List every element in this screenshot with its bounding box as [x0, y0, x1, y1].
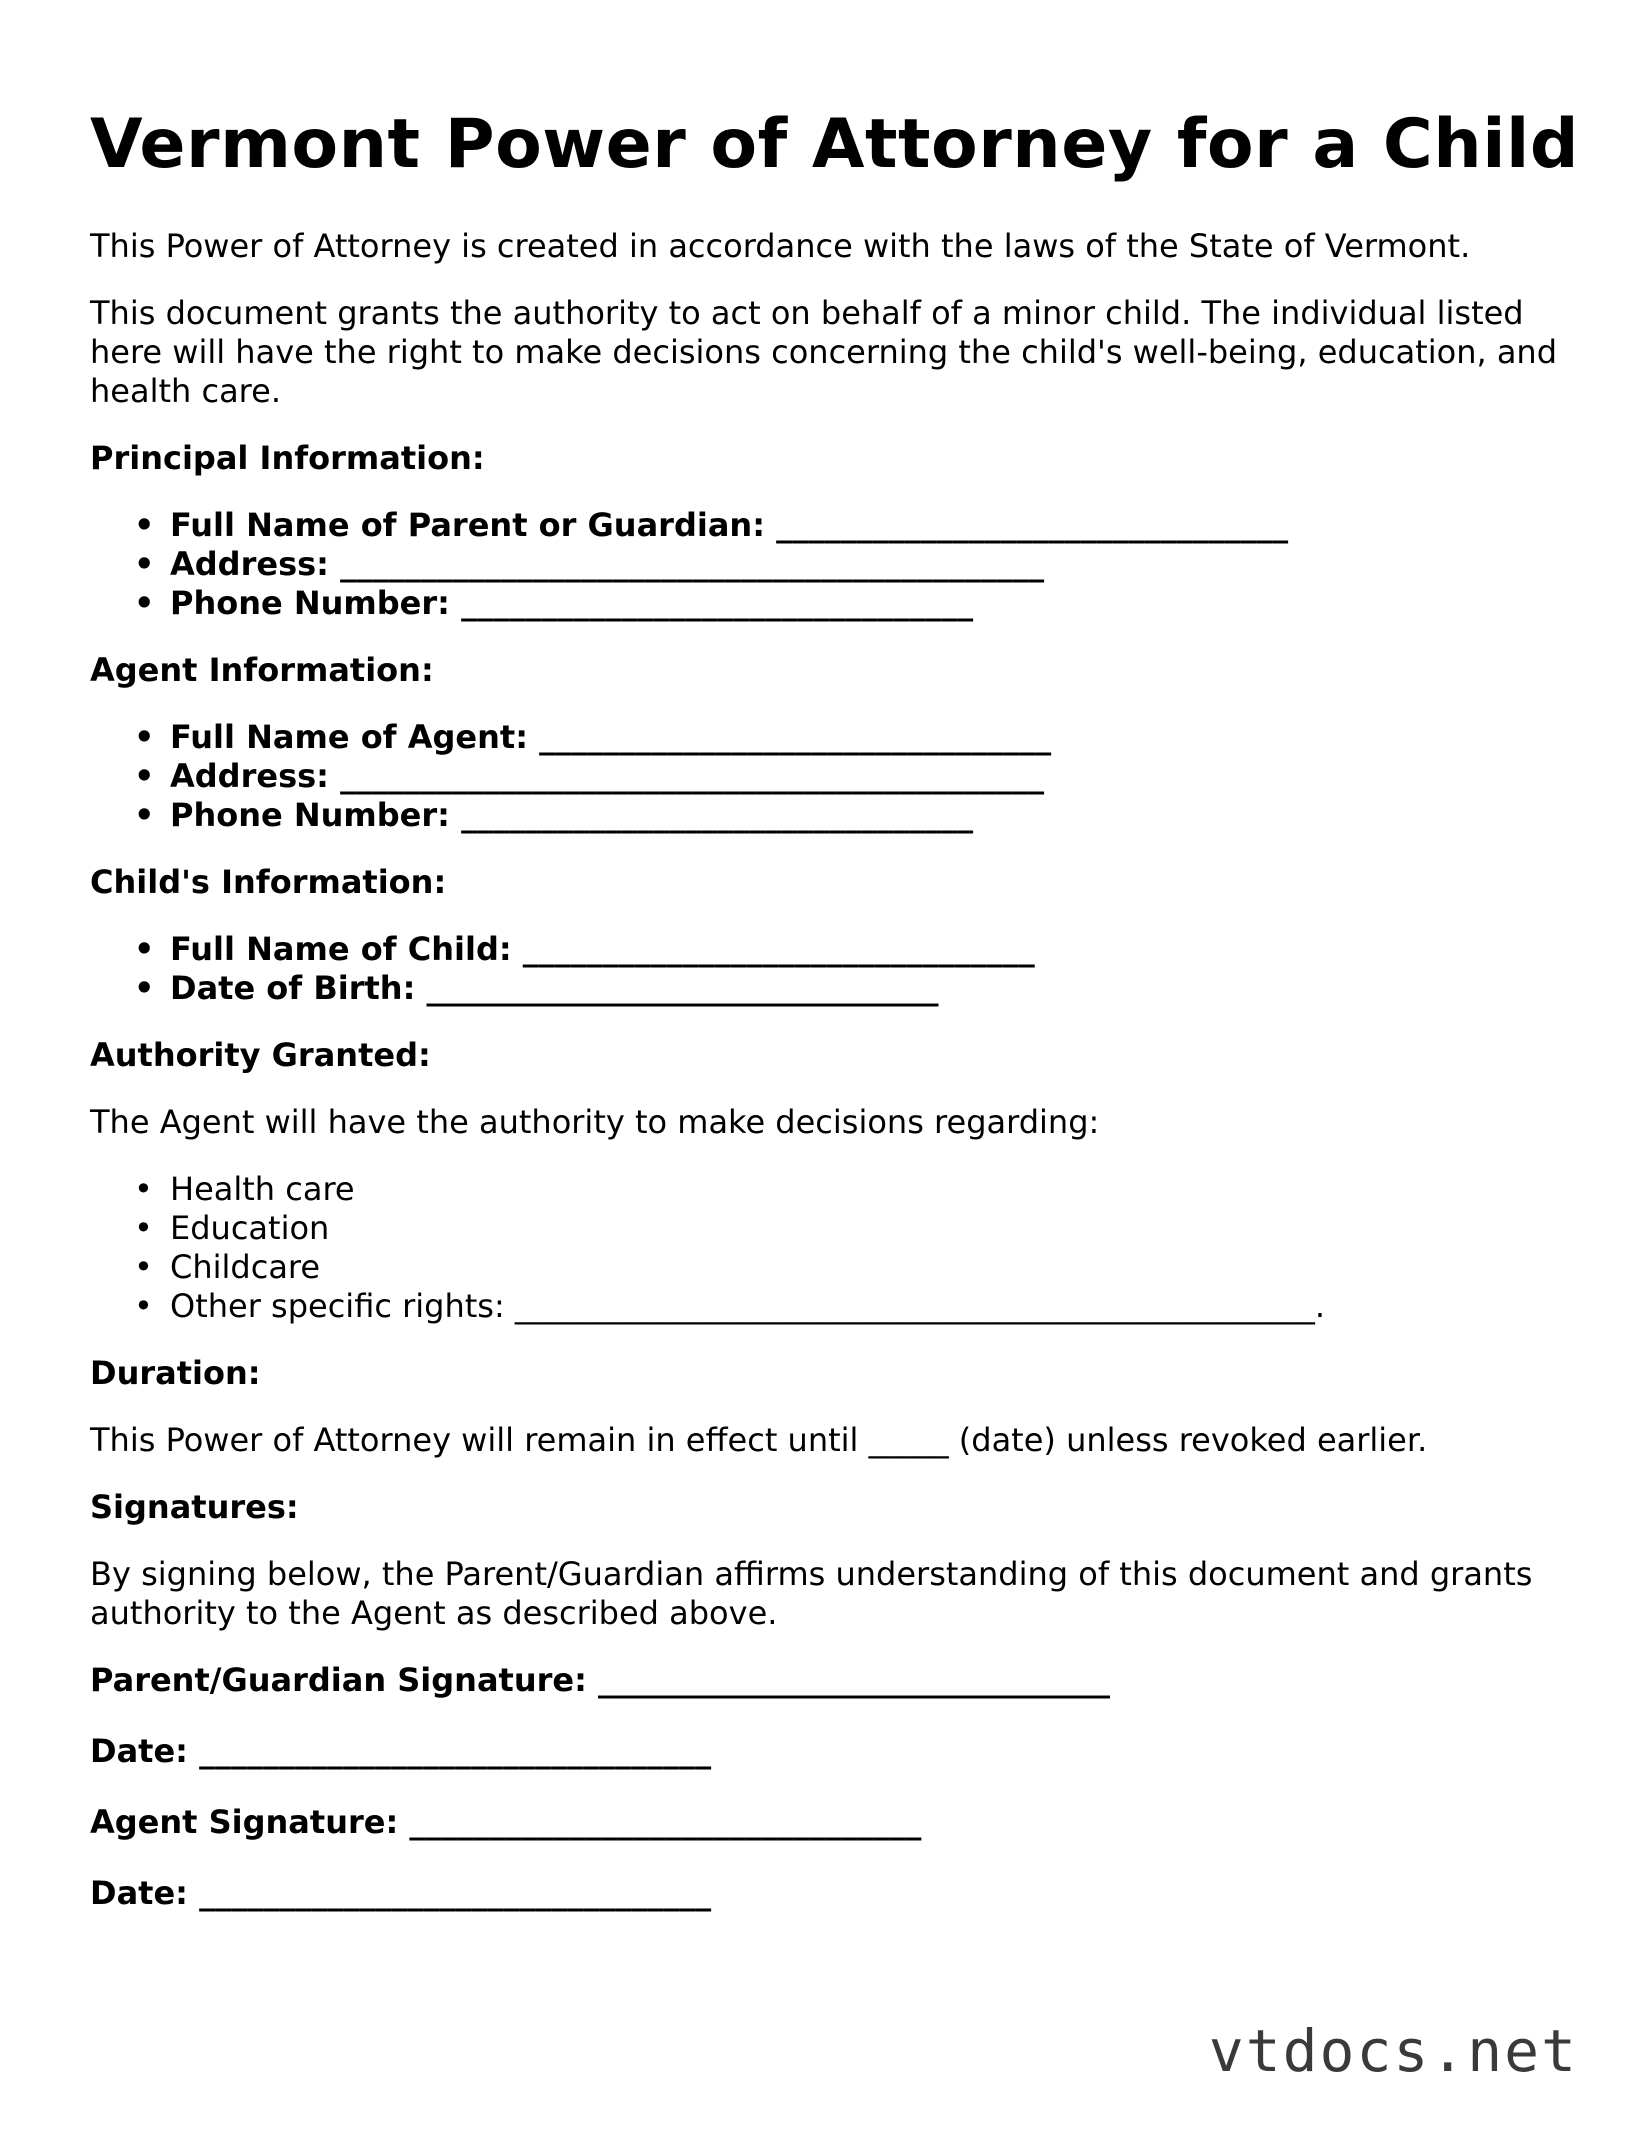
agent-date-blank[interactable]: ________________________________ [199, 1873, 712, 1912]
agent-date-field [90, 1874, 1580, 1913]
principal-phone-field [170, 584, 1580, 623]
agent-address-blank[interactable]: ____________________________________________ [340, 756, 1045, 795]
agent-phone-field [170, 796, 1580, 835]
authority-other-rights[interactable]: • Other specific rights: __________________________________________________. [170, 1287, 1580, 1326]
principal-name-field [170, 506, 1580, 545]
authority-item: • Health care [170, 1170, 1580, 1209]
agent-list [90, 718, 1580, 835]
page-title: Vermont Power of Attorney for a Child [90, 105, 1579, 184]
parent-signature-label: Parent/Guardian Signature: [90, 1660, 587, 1699]
child-name-field [170, 930, 1580, 969]
principal-address-field [170, 545, 1580, 584]
parent-signature-field [90, 1661, 1580, 1700]
agent-heading: Agent Information: [90, 650, 434, 689]
agent-name-blank[interactable]: ________________________________ [539, 717, 1052, 756]
document-page [90, 105, 1580, 1945]
principal-name-label: Full Name of Parent or Guardian: [170, 505, 765, 544]
parent-date-label: Date: [90, 1731, 188, 1770]
child-dob-field [170, 969, 1580, 1008]
authority-item: • Education [170, 1209, 1580, 1248]
agent-phone-blank[interactable]: ________________________________ [461, 795, 974, 834]
agent-address-label: Address: [170, 756, 329, 795]
intro-paragraph-1: This Power of Attorney is created in accordance with the laws of the State of Vermont. [90, 226, 1471, 265]
principal-heading: Principal Information: [90, 438, 485, 477]
child-dob-label: Date of Birth: [170, 968, 416, 1007]
parent-date-field [90, 1732, 1580, 1771]
watermark: vtdocs.net [1208, 2017, 1578, 2085]
authority-heading: Authority Granted: [90, 1035, 431, 1074]
child-dob-blank[interactable]: ________________________________ [426, 968, 939, 1007]
agent-date-label: Date: [90, 1873, 188, 1912]
authority-item: • Childcare [170, 1248, 1580, 1287]
duration-heading: Duration: [90, 1353, 261, 1392]
agent-phone-label: Phone Number: [170, 795, 450, 834]
signatures-heading: Signatures: [90, 1487, 299, 1526]
child-name-label: Full Name of Child: [170, 929, 512, 968]
child-name-blank[interactable]: ________________________________ [522, 929, 1035, 968]
intro-paragraph-2: This document grants the authority to act on behalf of a minor child. The individual listed here will have the right to make decisions concerning the child's well-being, education, and health care. [90, 293, 1558, 410]
authority-list [90, 1170, 1580, 1326]
parent-date-blank[interactable]: ________________________________ [199, 1731, 712, 1770]
agent-signature-blank[interactable]: ________________________________ [409, 1802, 922, 1841]
agent-name-label: Full Name of Agent: [170, 717, 528, 756]
principal-phone-label: Phone Number: [170, 583, 450, 622]
agent-name-field [170, 718, 1580, 757]
principal-address-label: Address: [170, 544, 329, 583]
principal-name-blank[interactable]: ________________________________ [776, 505, 1289, 544]
agent-signature-label: Agent Signature: [90, 1802, 399, 1841]
principal-list [90, 506, 1580, 623]
child-list [90, 930, 1580, 1008]
signatures-text: By signing below, the Parent/Guardian affirms understanding of this document and grants authority to the Agent as described above. [90, 1554, 1533, 1632]
principal-phone-blank[interactable]: ________________________________ [461, 583, 974, 622]
duration-text: This Power of Attorney will remain in effect until _____ (date) unless revoked earlier. [90, 1420, 1428, 1459]
child-heading: Child's Information: [90, 862, 447, 901]
agent-address-field [170, 757, 1580, 796]
authority-intro: The Agent will have the authority to make decisions regarding: [90, 1102, 1100, 1141]
principal-address-blank[interactable]: ____________________________________________ [340, 544, 1045, 583]
parent-signature-blank[interactable]: ________________________________ [598, 1660, 1111, 1699]
agent-signature-field [90, 1803, 1580, 1842]
